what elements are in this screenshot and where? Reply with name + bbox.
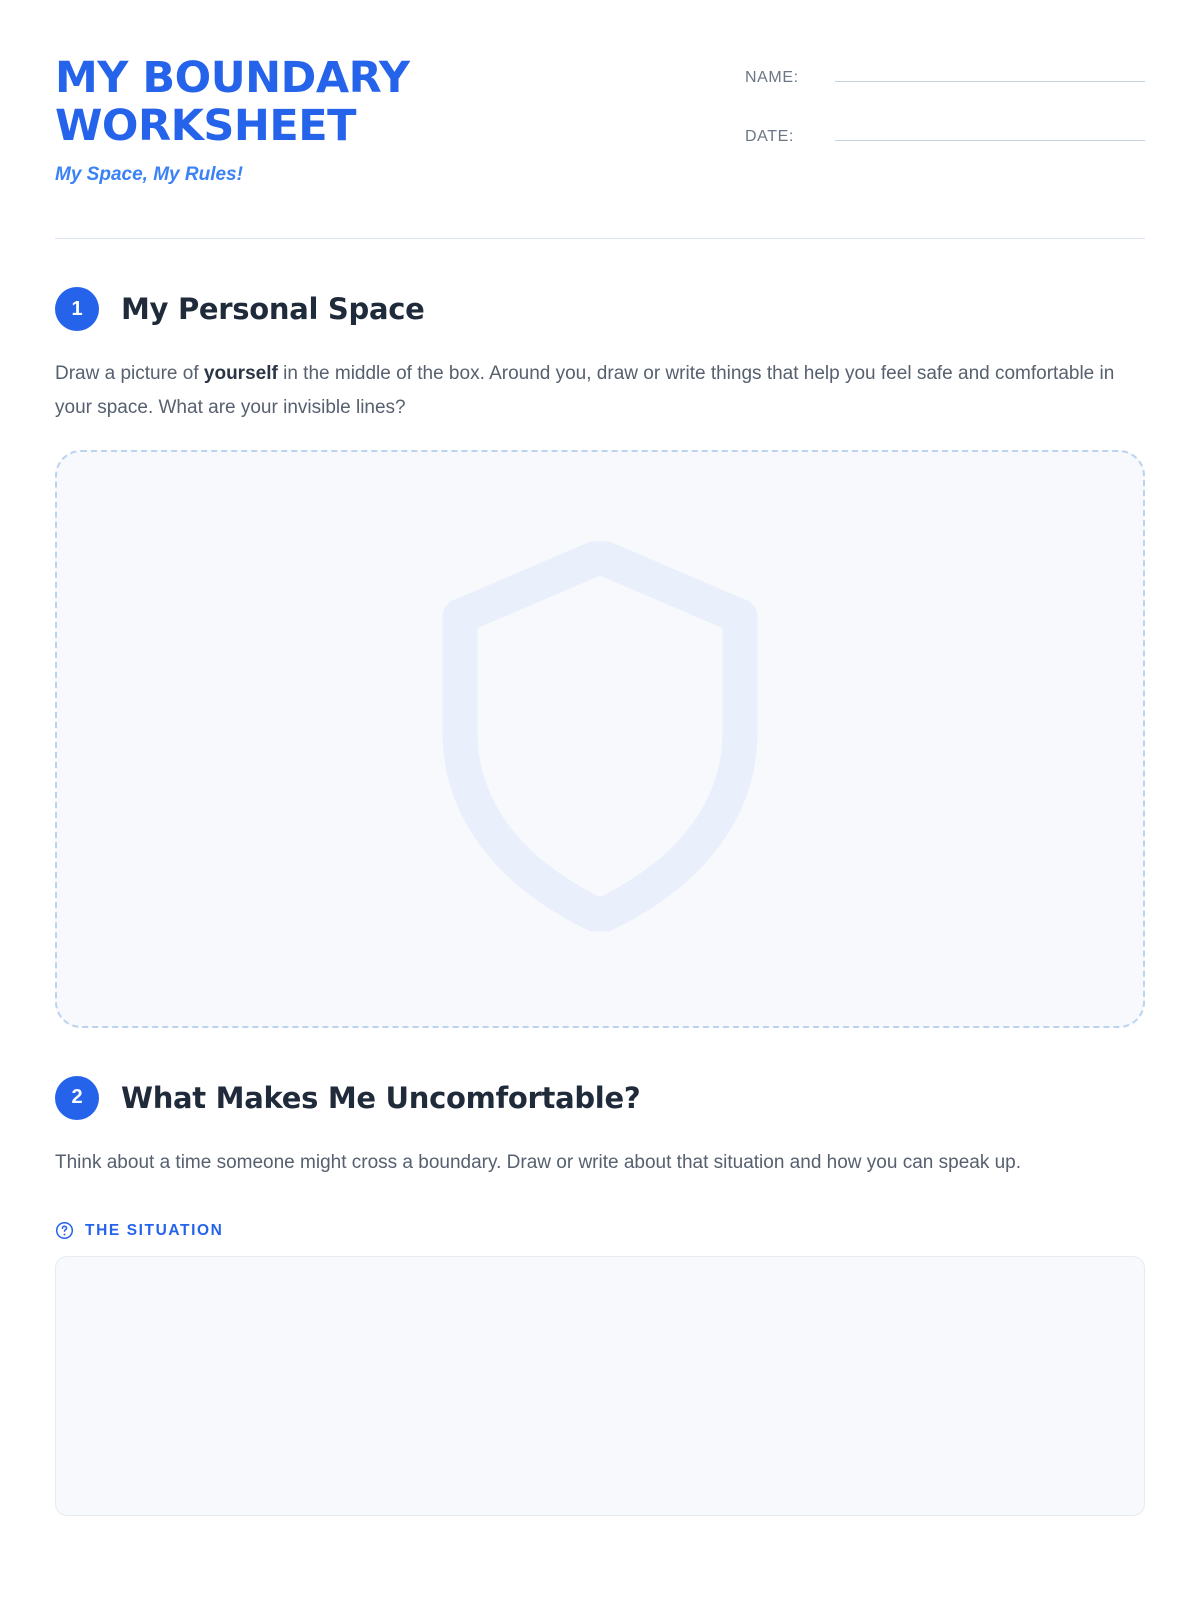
section-uncomfortable [55, 1076, 1145, 1516]
name-input[interactable] [835, 60, 1145, 82]
title-block [55, 50, 485, 186]
date-input[interactable] [835, 119, 1145, 141]
date-field-label: DATE: [745, 128, 794, 145]
meta-fields [745, 50, 1145, 178]
section-1-description [55, 357, 1115, 424]
section-1-desc-bold: yourself [203, 363, 278, 385]
situation-field-label: THE SITUATION [85, 1221, 224, 1239]
section-2-description: Think about a time someone might cross a boundary. Draw or write about that situation and how you can speak up. [55, 1151, 1022, 1173]
header-divider [55, 238, 1145, 239]
section-2-number: 2 [55, 1076, 99, 1120]
section-personal-space [55, 287, 1145, 1028]
shield-icon [440, 541, 760, 936]
name-field-row [745, 60, 1145, 87]
name-field-label: NAME: [745, 69, 799, 86]
section-2-title: What Makes Me Uncomfortable? [121, 1080, 641, 1115]
situation-field-label-row [55, 1221, 1145, 1240]
worksheet-header [55, 50, 1145, 186]
page-subtitle: My Space, My Rules! [55, 164, 243, 186]
page-title: MY BOUNDARY WORKSHEET [55, 53, 410, 152]
section-1-desc-part1: Draw a picture of [55, 363, 204, 385]
section-2-heading [55, 1076, 1145, 1120]
section-1-number: 1 [55, 287, 99, 331]
section-1-desc-part2: in the middle of the box. Around you, draw or write things that help you feel safe and comfortable in your space. What are your invisible lines? [55, 363, 1115, 418]
date-field-row [745, 119, 1145, 146]
situation-input[interactable] [55, 1256, 1145, 1516]
section-1-heading [55, 287, 1145, 331]
section-1-title: My Personal Space [121, 292, 425, 327]
question-circle-icon [55, 1221, 74, 1240]
drawing-canvas-personal-space[interactable] [55, 450, 1145, 1028]
